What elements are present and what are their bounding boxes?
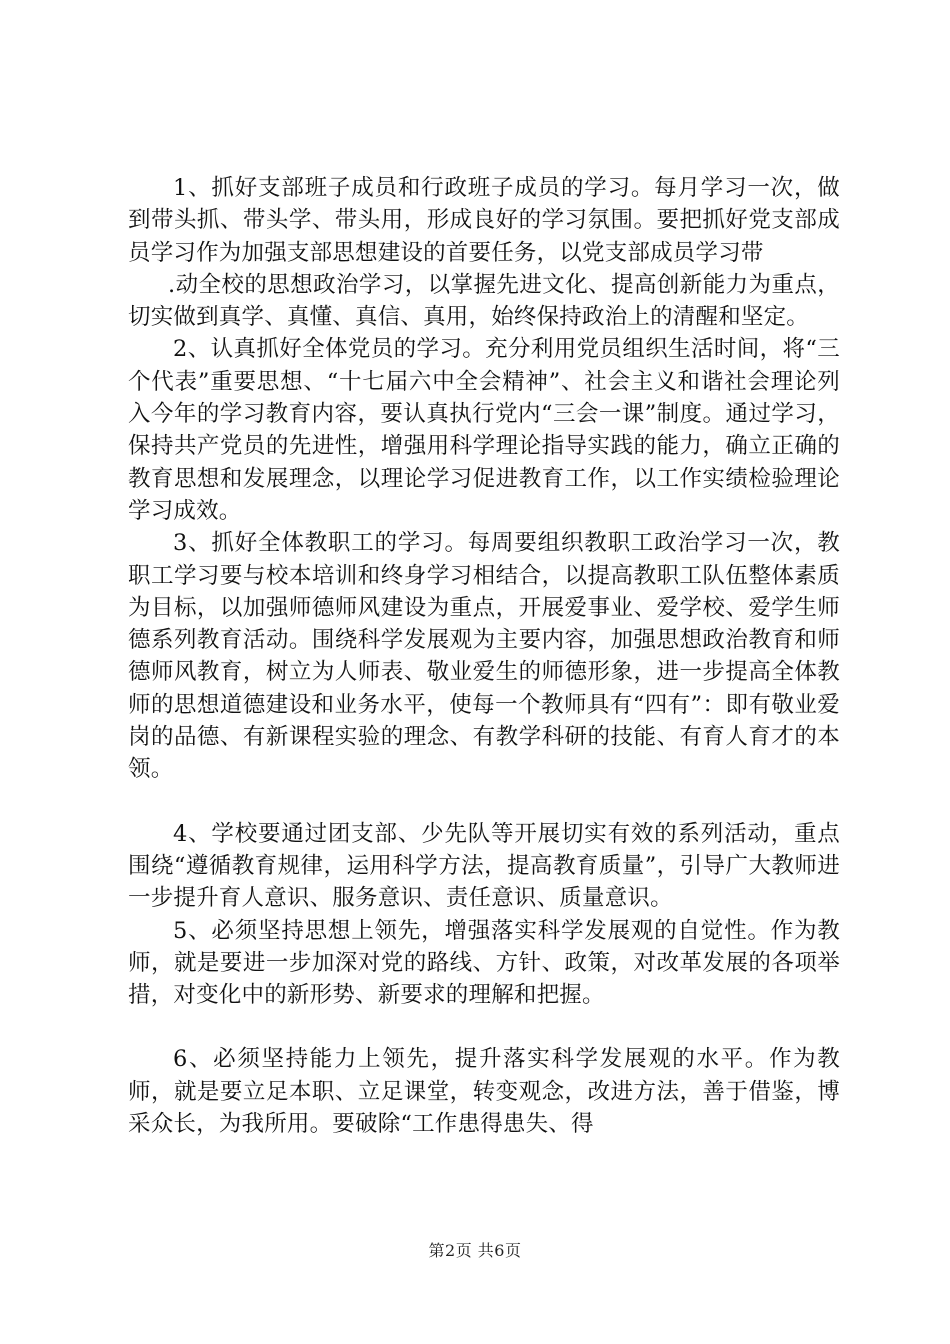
paragraph-1-continued: .动全校的思想政治学习，以掌握先进文化、提高创新能力为重点，切实做到真学、真懂、真信、真用，始终保持政治上的清醒和坚定。 <box>128 271 840 331</box>
paragraph-gap <box>128 786 840 818</box>
paragraph-5: 5、必须坚持思想上领先，增强落实科学发展观的自觉性。作为教师，就是要进一步加深对党的路线、方针、政策，对改革发展的各项举措，对变化中的新形势、新要求的理解和把握。 <box>128 917 840 1009</box>
document-body <box>128 172 840 1140</box>
paragraph-gap <box>128 1011 840 1043</box>
paragraph-6: 6、必须坚持能力上领先，提升落实科学发展观的水平。作为教师，就是要立足本职、立足课堂，转变观念，改进方法，善于借鉴，博采众长，为我所用。要破除“工作患得患失、得 <box>128 1046 840 1138</box>
paragraph-1: 1、抓好支部班子成员和行政班子成员的学习。每月学习一次，做到带头抓、带头学、带头用，形成良好的学习氛围。要把抓好党支部成员学习作为加强支部思想建设的首要任务，以党支部成员学习带 <box>128 175 840 266</box>
page-number-footer: 第2页 共6页 <box>428 1241 522 1260</box>
paragraph-3: 3、抓好全体教职工的学习。每周要组织教职工政治学习一次，教职工学习要与校本培训和终身学习相结合，以提高教职工队伍整体素质为目标，以加强师德师风建设为重点，开展爱事业、爱学校、爱学生师德系列教育活动。围绕科学发展观为主要内容，加强思想政治教育和师德师风教育，树立为人师表、敬业爱生的师德形象，进一步提高全体教师的思想道德建设和业务水平，使每一个教师具有“四有”：即有敬业爱岗的品德、有新课程实验的理念、有教学科研的技能、有育人育才的本领。 <box>128 530 840 783</box>
paragraph-2: 2、认真抓好全体党员的学习。充分利用党员组织生活时间，将“三个代表”重要思想、“十七届六中全会精神”、社会主义和谐社会理论列入今年的学习教育内容，要认真执行党内“三会一课”制度。通过学习，保持共产党员的先进性，增强用科学理论指导实践的能力，确立正确的教育思想和发展理念，以理论学习促进教育工作，以工作实绩检验理论学习成效。 <box>128 336 840 524</box>
paragraph-4: 4、学校要通过团支部、少先队等开展切实有效的系列活动，重点围绕“遵循教育规律，运用科学方法，提高教育质量”，引导广大教师进一步提升育人意识、服务意识、责任意识、质量意识。 <box>128 820 840 912</box>
